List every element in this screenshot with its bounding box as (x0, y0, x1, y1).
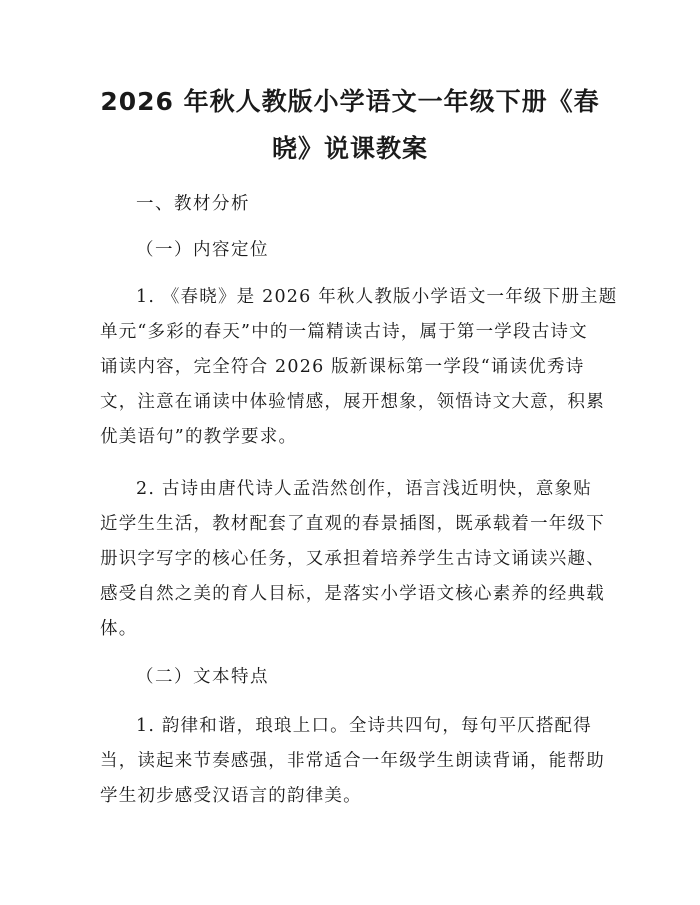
paragraph-line: 当，读起来节奏感强，非常适合一年级学生朗读背诵，能帮助 (100, 751, 605, 771)
paragraph-line: 优美语句”的教学要求。 (100, 427, 298, 447)
paragraph-line: 诵读内容，完全符合 2026 版新课标第一学段“诵读优秀诗 (100, 357, 585, 377)
paragraph-line: 1. 韵律和谐，琅琅上口。全诗共四句，每句平仄搭配得 (136, 716, 592, 736)
document-title-line-1: 2026 年秋人教版小学语文一年级下册《春 (100, 87, 600, 116)
paragraph-line: 文，注意在诵读中体验情感，展开想象，领悟诗文大意，积累 (100, 392, 605, 412)
paragraph-line: 1. 《春晓》是 2026 年秋人教版小学语文一年级下册主题 (136, 287, 618, 307)
subsection-heading-text-features: （二）文本特点 (136, 667, 269, 687)
subsection-heading-content-positioning: （一）内容定位 (136, 240, 269, 260)
paragraph-line: 2. 古诗由唐代诗人孟浩然创作，语言浅近明快，意象贴 (136, 479, 592, 499)
paragraph-line: 单元“多彩的春天”中的一篇精读古诗，属于第一学段古诗文 (100, 322, 588, 342)
paragraph-line: 体。 (100, 619, 138, 639)
paragraph-line: 册识字写字的核心任务，又承担着培养学生古诗文诵读兴趣、 (100, 549, 605, 569)
paragraph-line: 学生初步感受汉语言的韵律美。 (100, 786, 362, 806)
section-heading-teaching-material-analysis: 一、教材分析 (136, 194, 250, 214)
paragraph-line: 感受自然之美的育人目标，是落实小学语文核心素养的经典载 (100, 584, 605, 604)
document-title-line-2: 晓》说课教案 (271, 134, 428, 163)
paragraph-line: 近学生生活，教材配套了直观的春景插图，既承载着一年级下 (100, 514, 605, 534)
